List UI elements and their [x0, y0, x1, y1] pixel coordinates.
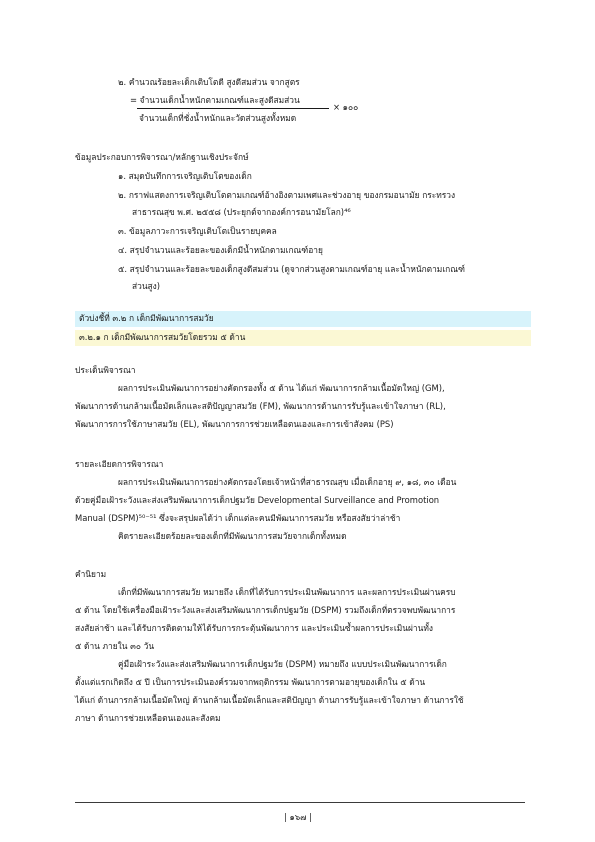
evidence-item-continued: ส่วนสูง)	[132, 281, 161, 291]
formula-item: ๒. คำนวณร้อยละเด็กเติบโตดี สูงดีสมส่วน จากสูตร	[118, 77, 300, 87]
evidence-item: ๓. ข้อมูลภาวะการเจริญเติบโตเป็นรายบุคคล	[118, 226, 277, 236]
definition-heading: คำนิยาม	[75, 569, 107, 579]
evidence-item: ๑. สมุดบันทึกการเจริญเติบโตของเด็ก	[118, 171, 252, 181]
detail-line: ด้วยคู่มือเฝ้าระวังและส่งเสริมพัฒนาการเด็กปฐมวัย Developmental Surveillance and Promotion	[75, 495, 440, 505]
detail-line: คิดรายละเอียดร้อยละของเด็กที่มีพัฒนาการสมวัยจากเด็กทั้งหมด	[118, 531, 347, 541]
evidence-item-continued: สาธารณสุข พ.ศ. ๒๕๕๘ (ประยุกต์จากองค์การอนามัยโลก)⁴⁶	[132, 207, 351, 217]
definition-line: ๕ ด้าน โดยใช้เครื่องมือเฝ้าระวังและส่งเสริมพัฒนาการเด็กปฐมวัย (DSPM) รวมถึงเด็กที่ตรวจพบพัฒนาการ	[75, 605, 456, 615]
issue-line: พัฒนาการด้านกล้ามเนื้อมัดเล็กและสติปัญญาสมวัย (FM), พัฒนาการด้านการรับรู้และเข้าใจภาษา (RL),	[75, 401, 446, 411]
page-number-bar-right: |	[309, 812, 312, 822]
issue-line: ผลการประเมินพัฒนาการอย่างคัดกรองทั้ง ๕ ด้าน ได้แก่ พัฒนาการกล้ามเนื้อมัดใหญ่ (GM),	[118, 383, 445, 393]
definition-line: คู่มือเฝ้าระวังและส่งเสริมพัฒนาการเด็กปฐมวัย (DSPM) หมายถึง แบบประเมินพัฒนาการเด็ก	[118, 659, 447, 669]
issue-heading: ประเด็นพิจารณา	[75, 365, 136, 375]
detail-line: Manual (DSPM)⁵⁰⁻⁵¹ ซึ่งจะสรุปผลได้ว่า เด็กแต่ละคนมีพัฒนาการสมวัย หรือสงสัยว่าล่าช้า	[75, 513, 401, 523]
formula-denominator: จำนวนเด็กที่ชั่งน้ำหนักและวัดส่วนสูงทั้งหมด	[139, 113, 297, 123]
evidence-heading: ข้อมูลประกอบการพิจารณา/หลักฐานเชิงประจักษ์	[75, 152, 249, 162]
issue-line: พัฒนาการการใช้ภาษาสมวัย (EL), พัฒนาการการช่วยเหลือตนเองและการเข้าสังคม (PS)	[75, 419, 394, 429]
evidence-item: ๔. สรุปจำนวนและร้อยละของเด็กมีน้ำหนักตามเกณฑ์อายุ	[118, 245, 323, 255]
indicator-sub: ๓.๒.๑ ก เด็กมีพัฒนาการสมวัยโดยรวม ๕ ด้าน	[79, 332, 246, 342]
formula-numerator: = จำนวนเด็กน้ำหนักตามเกณฑ์และสูงดีสมส่วน	[130, 95, 300, 105]
definition-line: สงสัยล่าช้า และได้รับการติดตามให้ได้รับการกระตุ้นพัฒนาการ และประเมินซ้ำผลการประเมินผ่านทั้ง	[75, 623, 433, 633]
evidence-item: ๕. สรุปจำนวนและร้อยละของเด็กสูงดีสมส่วน (ดูจากส่วนสูงตามเกณฑ์อายุ และน้ำหนักตามเกณฑ์	[118, 264, 465, 274]
footer-separator	[75, 802, 525, 803]
detail-line: ผลการประเมินพัฒนาการอย่างคัดกรองโดยเจ้าหน้าที่สาธารณสุข เมื่อเด็กอายุ ๙, ๑๘, ๓๐ เดือน	[118, 477, 457, 487]
page-number-box	[276, 812, 320, 823]
fraction-line	[137, 108, 329, 109]
page-number: ๑๖๗	[289, 812, 307, 822]
definition-line: ตั้งแต่แรกเกิดถึง ๕ ปี เป็นการประเมินองค์รวมจากพฤติกรรม พัฒนาการตามอายุของเด็กใน ๕ ด้าน	[75, 677, 426, 687]
detail-heading: รายละเอียดการพิจารณา	[75, 459, 164, 469]
definition-line: ภาษา ด้านการช่วยเหลือตนเองและสังคม	[75, 713, 221, 723]
indicator-sub-band	[75, 330, 531, 346]
indicator-title-band	[75, 311, 531, 327]
evidence-item: ๒. กราฟแสดงการเจริญเติบโตตามเกณฑ์อ้างอิงตามเพศและช่วงอายุ ของกรมอนามัย กระทรวง	[118, 190, 456, 200]
formula-multiplier: × ๑๐๐	[333, 102, 359, 112]
definition-line: เด็กที่มีพัฒนาการสมวัย หมายถึง เด็กที่ได้รับการประเมินพัฒนาการ และผลการประเมินผ่านครบ	[118, 587, 456, 597]
page-number-bar-left: |	[284, 812, 287, 822]
indicator-title: ตัวบ่งชี้ที่ ๓.๒ ก เด็กมีพัฒนาการสมวัย	[79, 313, 214, 323]
definition-line: ๕ ด้าน ภายใน ๓๐ วัน	[75, 641, 155, 651]
definition-line: ได้แก่ ด้านการกล้ามเนื้อมัดใหญ่ ด้านกล้ามเนื้อมัดเล็กและสติปัญญา ด้านการรับรู้และเข้าใจภาษา ด้านการใช้	[75, 695, 464, 705]
